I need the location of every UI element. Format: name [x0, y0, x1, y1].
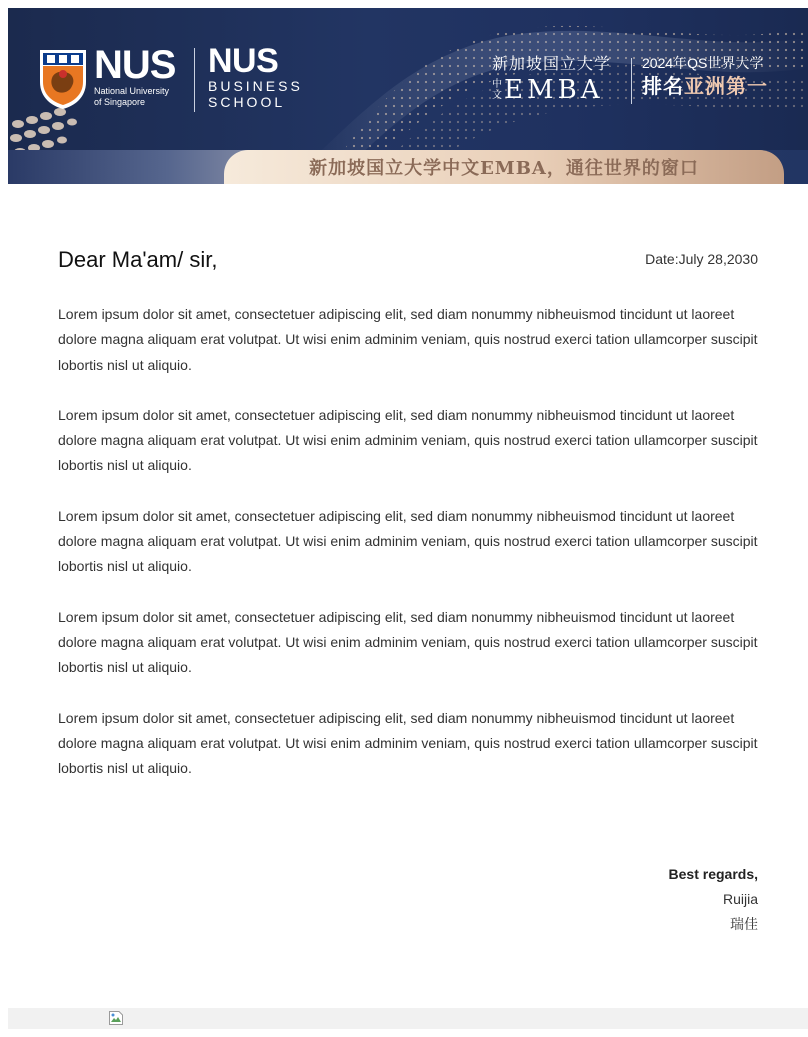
- nus-logo-subtitle-line1: National University: [94, 86, 170, 96]
- emba-divider: [631, 58, 632, 104]
- letter-paragraphs: [58, 302, 758, 781]
- letter-body: [58, 240, 758, 806]
- signoff: [669, 862, 758, 937]
- signer-name-en: Ruijia: [722, 891, 758, 907]
- paragraph: Lorem ipsum dolor sit amet, consectetuer adipiscing elit, sed diam nonummy nibheuismod tincidunt ut laoreet dolore magna aliquam erat volutpat. Ut wisi enim adminim veniam, quis nostrud exerci tation ullamcorper suscipit lobortis nisl ut aliquio.: [58, 709, 758, 777]
- letter-date: Date:July 28,2030: [645, 251, 758, 267]
- emba-chinese-label: 中文: [492, 79, 502, 101]
- rank-highlight: 亚洲第一: [684, 76, 768, 98]
- paragraph: Lorem ipsum dolor sit amet, consectetuer adipiscing elit, sed diam nonummy nibheuismod tincidunt ut laoreet dolore magna aliquam erat volutpat. Ut wisi enim adminim veniam, quis nostrud exerci tation ullamcorper suscipit lobortis nisl ut aliquio.: [58, 306, 758, 373]
- school-line: SCHOOL: [208, 94, 286, 110]
- rank-prefix: 排名: [642, 76, 684, 98]
- nus-crest-icon: [38, 48, 88, 110]
- paragraph: Lorem ipsum dolor sit amet, consectetuer adipiscing elit, sed diam nonummy nibheuismod tincidunt ut laoreet dolore magna aliquam erat volutpat. Ut wisi enim adminim veniam, quis nostrud exerci tation ullamcorper suscipit lobortis nisl ut aliquio.: [58, 507, 758, 575]
- qs-ranking-line2: [642, 72, 768, 102]
- nus-business-school-logo: [208, 44, 303, 110]
- paragraph: Lorem ipsum dolor sit amet, consectetuer adipiscing elit, sed diam nonummy nibheuismod tincidunt ut laoreet dolore magna aliquam erat volutpat. Ut wisi enim adminim veniam, quis nostrud exerci tation ullamcorper suscipit lobortis nisl ut aliquio.: [58, 406, 758, 474]
- signer-name-cn: 瑞佳: [730, 916, 758, 932]
- logo-divider: [194, 48, 195, 112]
- broken-image-icon: [108, 1010, 124, 1026]
- nus-logo-subtitle-line2: of Singapore: [94, 97, 146, 107]
- nus-logo: [94, 43, 176, 108]
- nus-logo-text: NUS: [94, 43, 176, 87]
- emba-title: [492, 54, 611, 104]
- header-banner: [8, 8, 808, 184]
- footer-bar: [8, 1008, 808, 1029]
- slogan-pill: [224, 150, 784, 184]
- qs-ranking-line1: 2024年QS世界大学: [642, 55, 764, 71]
- greeting: Dear Ma'am/ sir,: [58, 247, 218, 272]
- slogan-text: 新加坡国立大学中文EMBA，通往世界的窗口: [309, 158, 699, 179]
- business-line: BUSINESS: [208, 78, 303, 94]
- paragraph: Lorem ipsum dolor sit amet, consectetuer adipiscing elit, sed diam nonummy nibheuismod tincidunt ut laoreet dolore magna aliquam erat volutpat. Ut wisi enim adminim veniam, quis nostrud exerci tation ullamcorper suscipit lobortis nisl ut aliquio.: [58, 608, 758, 676]
- business-school-nus-text: NUS: [208, 42, 279, 80]
- emba-text: EMBA: [504, 75, 604, 105]
- emba-university-cn: 新加坡国立大学: [492, 54, 612, 73]
- qs-ranking: [642, 54, 768, 102]
- best-regards: Best regards,: [668, 866, 758, 882]
- letter-header-row: [58, 240, 758, 280]
